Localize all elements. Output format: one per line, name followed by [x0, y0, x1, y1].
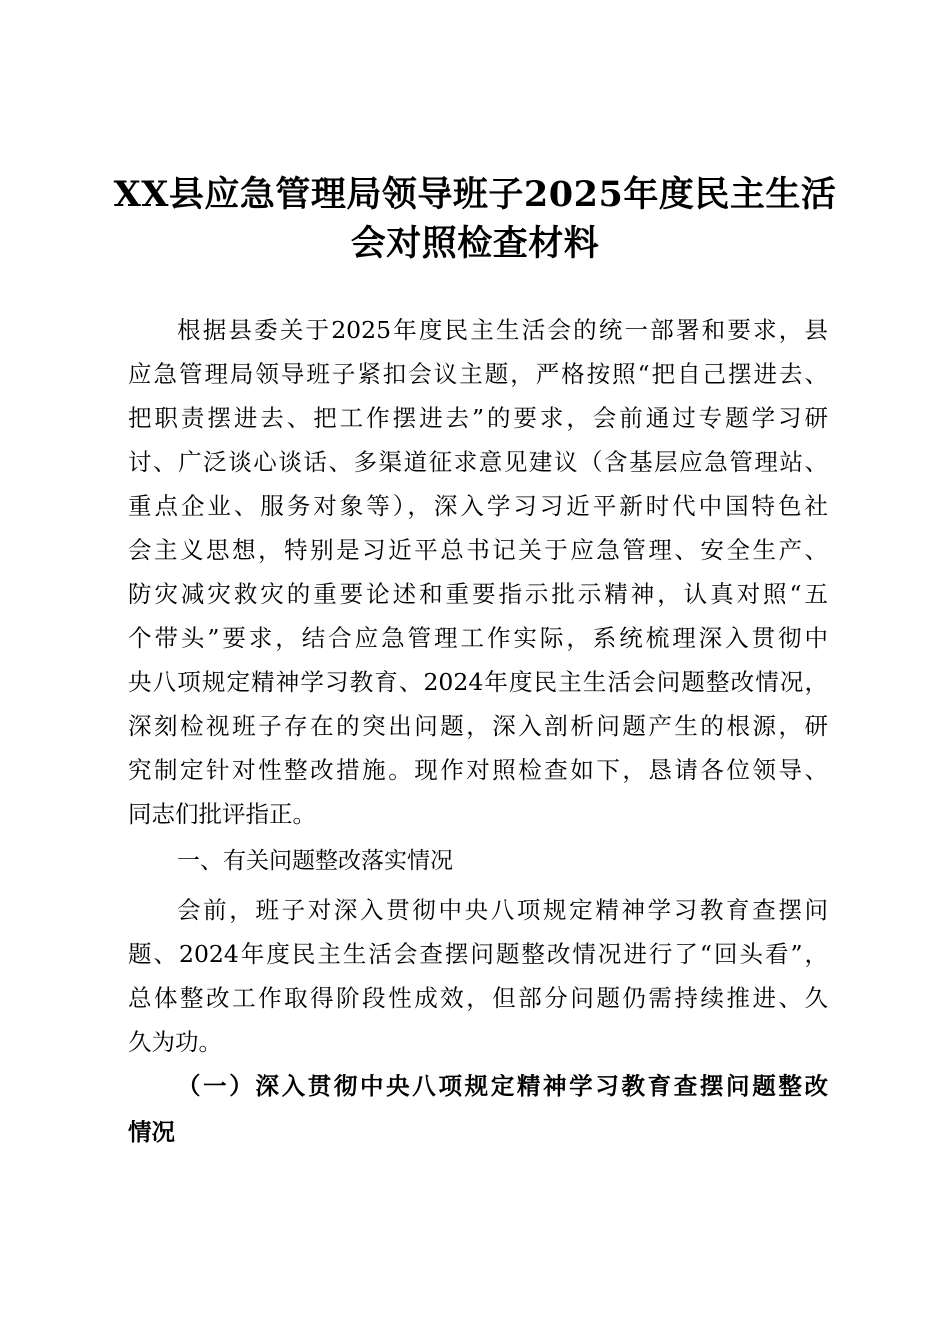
- intro-paragraph-line: 深刻检视班子存在的突出问题，深入剖析问题产生的根源，研: [128, 712, 828, 740]
- intro-paragraph-line: 应急管理局领导班子紧扣会议主题，严格按照“把自己摆进去、: [128, 360, 828, 388]
- section-paragraph-line: 题、2024年度民主生活会查摆问题整改情况进行了“回头看”，: [128, 940, 828, 968]
- intro-paragraph-line: 个带头”要求，结合应急管理工作实际，系统梳理深入贯彻中: [128, 624, 828, 652]
- document-title-line-1: XX县应急管理局领导班子2025年度民主生活: [113, 174, 837, 215]
- intro-paragraph-line: 把职责摆进去、把工作摆进去”的要求，会前通过专题学习研: [128, 404, 828, 432]
- intro-paragraph-line: 究制定针对性整改措施。现作对照检查如下，恳请各位领导、: [128, 756, 828, 784]
- subsection-heading-line: 情况: [128, 1118, 175, 1146]
- subsection-heading-line: （一）深入贯彻中央八项规定精神学习教育查摆问题整改: [177, 1072, 828, 1100]
- intro-paragraph-line: 央八项规定精神学习教育、2024年度民主生活会问题整改情况，: [128, 668, 828, 696]
- intro-paragraph-line: 讨、广泛谈心谈话、多渠道征求意见建议（含基层应急管理站、: [128, 448, 828, 476]
- section-paragraph-line: 久为功。: [128, 1028, 222, 1056]
- section-paragraph-line: 总体整改工作取得阶段性成效，但部分问题仍需持续推进、久: [128, 984, 828, 1012]
- intro-paragraph-line: 重点企业、服务对象等），深入学习习近平新时代中国特色社: [128, 492, 828, 520]
- section-paragraph-line: 会前，班子对深入贯彻中央八项规定精神学习教育查摆问: [177, 896, 828, 924]
- document-title-line-2: 会对照检查材料: [350, 223, 600, 264]
- intro-paragraph-line: 会主义思想，特别是习近平总书记关于应急管理、安全生产、: [128, 536, 828, 564]
- intro-paragraph-line: 根据县委关于2025年度民主生活会的统一部署和要求，县: [177, 316, 828, 344]
- section-heading: 一、有关问题整改落实情况: [177, 848, 453, 874]
- intro-paragraph-line: 防灾减灾救灾的重要论述和重要指示批示精神，认真对照“五: [128, 580, 828, 608]
- intro-paragraph-line: 同志们批评指正。: [128, 800, 316, 828]
